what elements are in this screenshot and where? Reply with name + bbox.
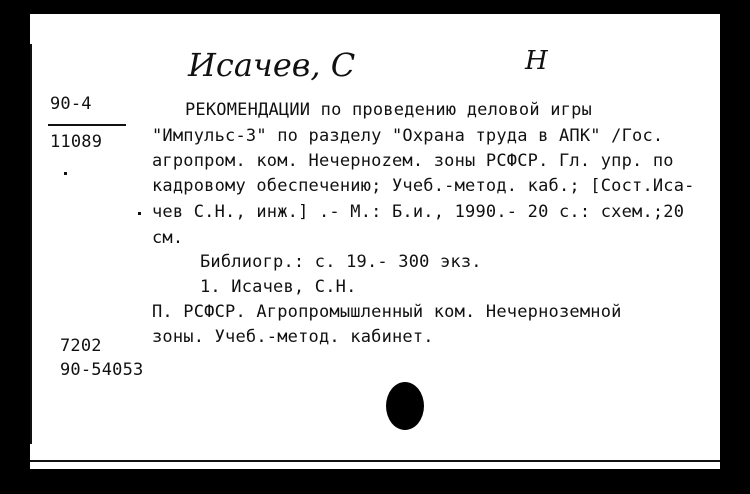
- small-dot: [138, 212, 141, 215]
- body-line: "Импульс-3" по разделу "Охрана труда в АПК" /Гос.: [152, 126, 664, 146]
- body-line: агропром. ком. Нечерноzем. зоны РСФСР. Гл. упр. по: [152, 151, 674, 171]
- body-line: чев С.Н., инж.] .- М.: Б.и., 1990.- 20 с.: схем.;20: [152, 202, 685, 222]
- catalog-card: [30, 14, 720, 469]
- body-line: кадровому обеспечению; Учеб.-метод. каб.; [Сост.Иса-: [152, 176, 695, 196]
- tracing-2-line2: зоны. Учеб.-метод. кабинет.: [152, 327, 434, 347]
- bottom-code-2: 90-54053: [60, 360, 144, 380]
- call-number-divider: [48, 124, 126, 126]
- card-punch-hole: [386, 382, 424, 430]
- tracing-1: 1. Исачев, С.Н.: [200, 277, 357, 297]
- handwritten-author: Исачев, С: [188, 46, 356, 84]
- bottom-code-1: 7202: [60, 336, 102, 356]
- card-left-border: [30, 44, 32, 444]
- handwritten-mark: Н: [525, 46, 548, 76]
- bibliography-note: Библиогр.: с. 19.- 300 экз.: [200, 252, 482, 272]
- card-bottom-border: [30, 460, 720, 462]
- body-line: РЕКОМЕНДАЦИИ по проведению деловой игры: [185, 100, 592, 120]
- call-number: 90-4: [50, 94, 92, 114]
- inventory-number: 11089: [50, 132, 103, 152]
- tracing-2-line1: П. РСФСР. Агропромышленный ком. Нечерноземной: [152, 302, 622, 322]
- body-line: см.: [152, 228, 184, 248]
- small-dot: [64, 172, 67, 175]
